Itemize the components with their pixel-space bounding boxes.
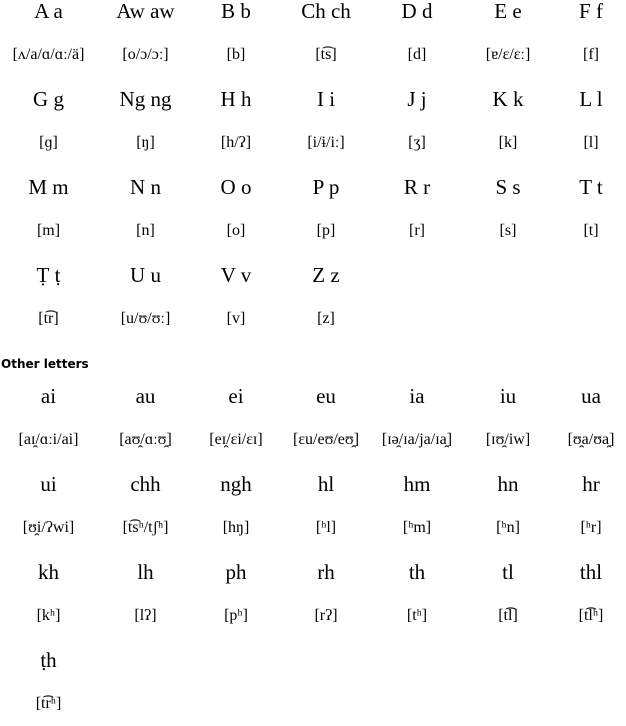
- empty-cell: [278, 638, 374, 682]
- letter-tl: tl: [502, 559, 514, 584]
- letter-h: H h: [220, 86, 252, 111]
- letter-hn: hn: [497, 471, 519, 496]
- main-alphabet-table: [0, 0, 626, 341]
- ipa-ei: [eɪ̯/ɛi/ɛɪ]: [209, 431, 263, 448]
- empty-cell: [460, 253, 556, 297]
- letter-m: M m: [28, 174, 69, 199]
- ipa-v: [v]: [226, 310, 246, 327]
- ipa-ng: [ŋ]: [136, 134, 155, 151]
- ipa-e: [ɐ/ɛ/ɛː]: [485, 46, 531, 63]
- letter-rh: rh: [317, 559, 335, 584]
- empty-cell: [460, 638, 556, 682]
- letter-l: L l: [579, 86, 603, 111]
- other-letters-table: [0, 374, 626, 726]
- letter-ph: ph: [225, 559, 247, 584]
- ipa-ch: [t͡s]: [315, 46, 337, 63]
- letter-z: Z z: [312, 262, 340, 287]
- ipa-ngh: [hŋ]: [222, 519, 250, 536]
- letter-hr: hr: [582, 471, 600, 496]
- ipa-hl: [ʰl]: [315, 519, 337, 536]
- ipa-j: [ʒ]: [408, 134, 426, 151]
- ipa-ua: [ʊ̯a/ʊa̯]: [567, 431, 615, 448]
- ipa-z: [z]: [317, 310, 335, 327]
- letter-t: T t: [579, 174, 603, 199]
- digraph-row-4: [0, 638, 626, 682]
- digraph-ipa-row-2: [0, 506, 626, 550]
- ipa-kh: [kʰ]: [36, 607, 61, 624]
- ipa-aw: [o/ɔ/ɔː]: [122, 46, 169, 63]
- ipa-row-2: [0, 121, 626, 165]
- letter-aw: Aw aw: [116, 0, 175, 23]
- letter-g: G g: [33, 86, 64, 111]
- empty-cell: [194, 682, 278, 726]
- empty-cell: [460, 297, 556, 341]
- letter-chh: chh: [130, 471, 161, 496]
- ipa-a: [ʌ/a/ɑ/ɑː/ä]: [12, 46, 85, 63]
- letter-f: F f: [579, 0, 603, 23]
- empty-cell: [556, 682, 626, 726]
- ipa-u: [u/ʊ/ʊː]: [120, 310, 171, 327]
- ipa-row-4: [0, 297, 626, 341]
- letter-ua: ua: [581, 383, 601, 408]
- letter-ng: Ng ng: [119, 86, 172, 111]
- letter-j: J j: [407, 86, 427, 111]
- digraph-ipa-row-1: [0, 418, 626, 462]
- digraph-ipa-row-4: [0, 682, 626, 726]
- letter-ch: Ch ch: [301, 0, 351, 23]
- letter-o: O o: [220, 174, 252, 199]
- ipa-o: [o]: [226, 222, 246, 239]
- letter-v: V v: [220, 262, 252, 287]
- empty-cell: [97, 638, 194, 682]
- empty-cell: [278, 682, 374, 726]
- ipa-p: [p]: [316, 222, 336, 239]
- letter-ai: ai: [40, 383, 57, 408]
- ipa-k: [k]: [498, 134, 518, 151]
- empty-cell: [374, 297, 460, 341]
- letter-eu: eu: [316, 383, 336, 408]
- ipa-chh: [t͡sʰ/tʃʰ]: [122, 519, 169, 536]
- ipa-r: [r]: [409, 222, 425, 239]
- letter-ngh: ngh: [220, 471, 252, 496]
- empty-cell: [97, 682, 194, 726]
- letter-row-2: [0, 77, 626, 121]
- ipa-n: [n]: [136, 222, 155, 239]
- letter-hm: hm: [403, 471, 431, 496]
- empty-cell: [374, 682, 460, 726]
- digraph-row-2: [0, 462, 626, 506]
- ipa-iu: [ɪʊ̯/iw]: [485, 431, 531, 448]
- empty-cell: [556, 297, 626, 341]
- letter-ei: ei: [228, 383, 244, 408]
- ipa-i: [i/ɨ/iː]: [307, 134, 345, 151]
- letter-n: N n: [130, 174, 161, 199]
- ipa-ai: [aɪ̯/ɑːi/ai]: [18, 431, 79, 448]
- digraph-row-1: [0, 374, 626, 418]
- letter-e: E e: [494, 0, 522, 23]
- letter-iu: iu: [499, 383, 517, 408]
- ipa-ph: [pʰ]: [224, 607, 248, 624]
- empty-cell: [460, 682, 556, 726]
- letter-th: th: [408, 559, 426, 584]
- ipa-h: [h/ʔ]: [220, 134, 252, 151]
- letter-r: R r: [403, 174, 431, 199]
- letter-kh: kh: [38, 559, 59, 584]
- letter-s: S s: [495, 174, 521, 199]
- ipa-au: [aʊ̯/ɑːʊ̯]: [119, 431, 172, 448]
- ipa-ia: [ɪə̯/ɪa/ja/ɪa̯]: [381, 431, 453, 448]
- letter-p: P p: [312, 174, 340, 199]
- letter-a: A a: [34, 0, 63, 23]
- ipa-t: [t]: [583, 222, 599, 239]
- digraph-row-3: [0, 550, 626, 594]
- empty-cell: [556, 253, 626, 297]
- letter-u: U u: [130, 262, 161, 287]
- letter-ui: ui: [40, 471, 57, 496]
- ipa-tl: [t͡l]: [498, 607, 518, 624]
- ipa-rh: [rʔ]: [314, 607, 338, 624]
- ipa-g: [ɡ]: [39, 134, 58, 151]
- empty-cell: [556, 638, 626, 682]
- ipa-ui: [ʊ̯i/ʔwi]: [22, 519, 75, 536]
- letter-i: I i: [316, 86, 336, 111]
- letter-ia: ia: [409, 383, 425, 408]
- letter-d: D d: [401, 0, 433, 23]
- digraph-ipa-row-3: [0, 594, 626, 638]
- ipa-eu: [ɛu/eʊ/eʊ̯]: [292, 431, 360, 448]
- letter-row-4: [0, 253, 626, 297]
- ipa-t-dot: [t͡r]: [38, 310, 59, 327]
- letter-row-3: [0, 165, 626, 209]
- ipa-hm: [ʰm]: [402, 519, 432, 536]
- letter-k: K k: [492, 86, 524, 111]
- ipa-lh: [lʔ]: [134, 607, 157, 624]
- ipa-row-3: [0, 209, 626, 253]
- empty-cell: [374, 638, 460, 682]
- ipa-hn: [ʰn]: [496, 519, 520, 536]
- ipa-l: [l]: [583, 134, 599, 151]
- ipa-f: [f]: [583, 46, 599, 63]
- ipa-th: [tʰ]: [406, 607, 428, 624]
- empty-cell: [374, 253, 460, 297]
- letter-t-dot-h: ṭh: [40, 647, 57, 672]
- ipa-t-dot-h: [t͡rʰ]: [35, 695, 62, 712]
- ipa-m: [m]: [36, 222, 61, 239]
- letter-au: au: [135, 383, 156, 408]
- ipa-s: [s]: [499, 222, 517, 239]
- letter-b: B b: [221, 0, 251, 23]
- ipa-hr: [ʰr]: [580, 519, 602, 536]
- other-letters-heading: Other letters: [1, 357, 89, 371]
- ipa-row-1: [0, 33, 626, 77]
- empty-cell: [194, 638, 278, 682]
- ipa-thl: [t͡lʰ]: [578, 607, 604, 624]
- ipa-d: [d]: [407, 46, 427, 63]
- letter-lh: lh: [137, 559, 154, 584]
- letter-thl: thl: [579, 559, 603, 584]
- letter-t-dot: Ṭ ṭ: [36, 262, 61, 287]
- ipa-b: [b]: [226, 46, 246, 63]
- letter-hl: hl: [317, 471, 335, 496]
- letter-row-1: [0, 0, 626, 33]
